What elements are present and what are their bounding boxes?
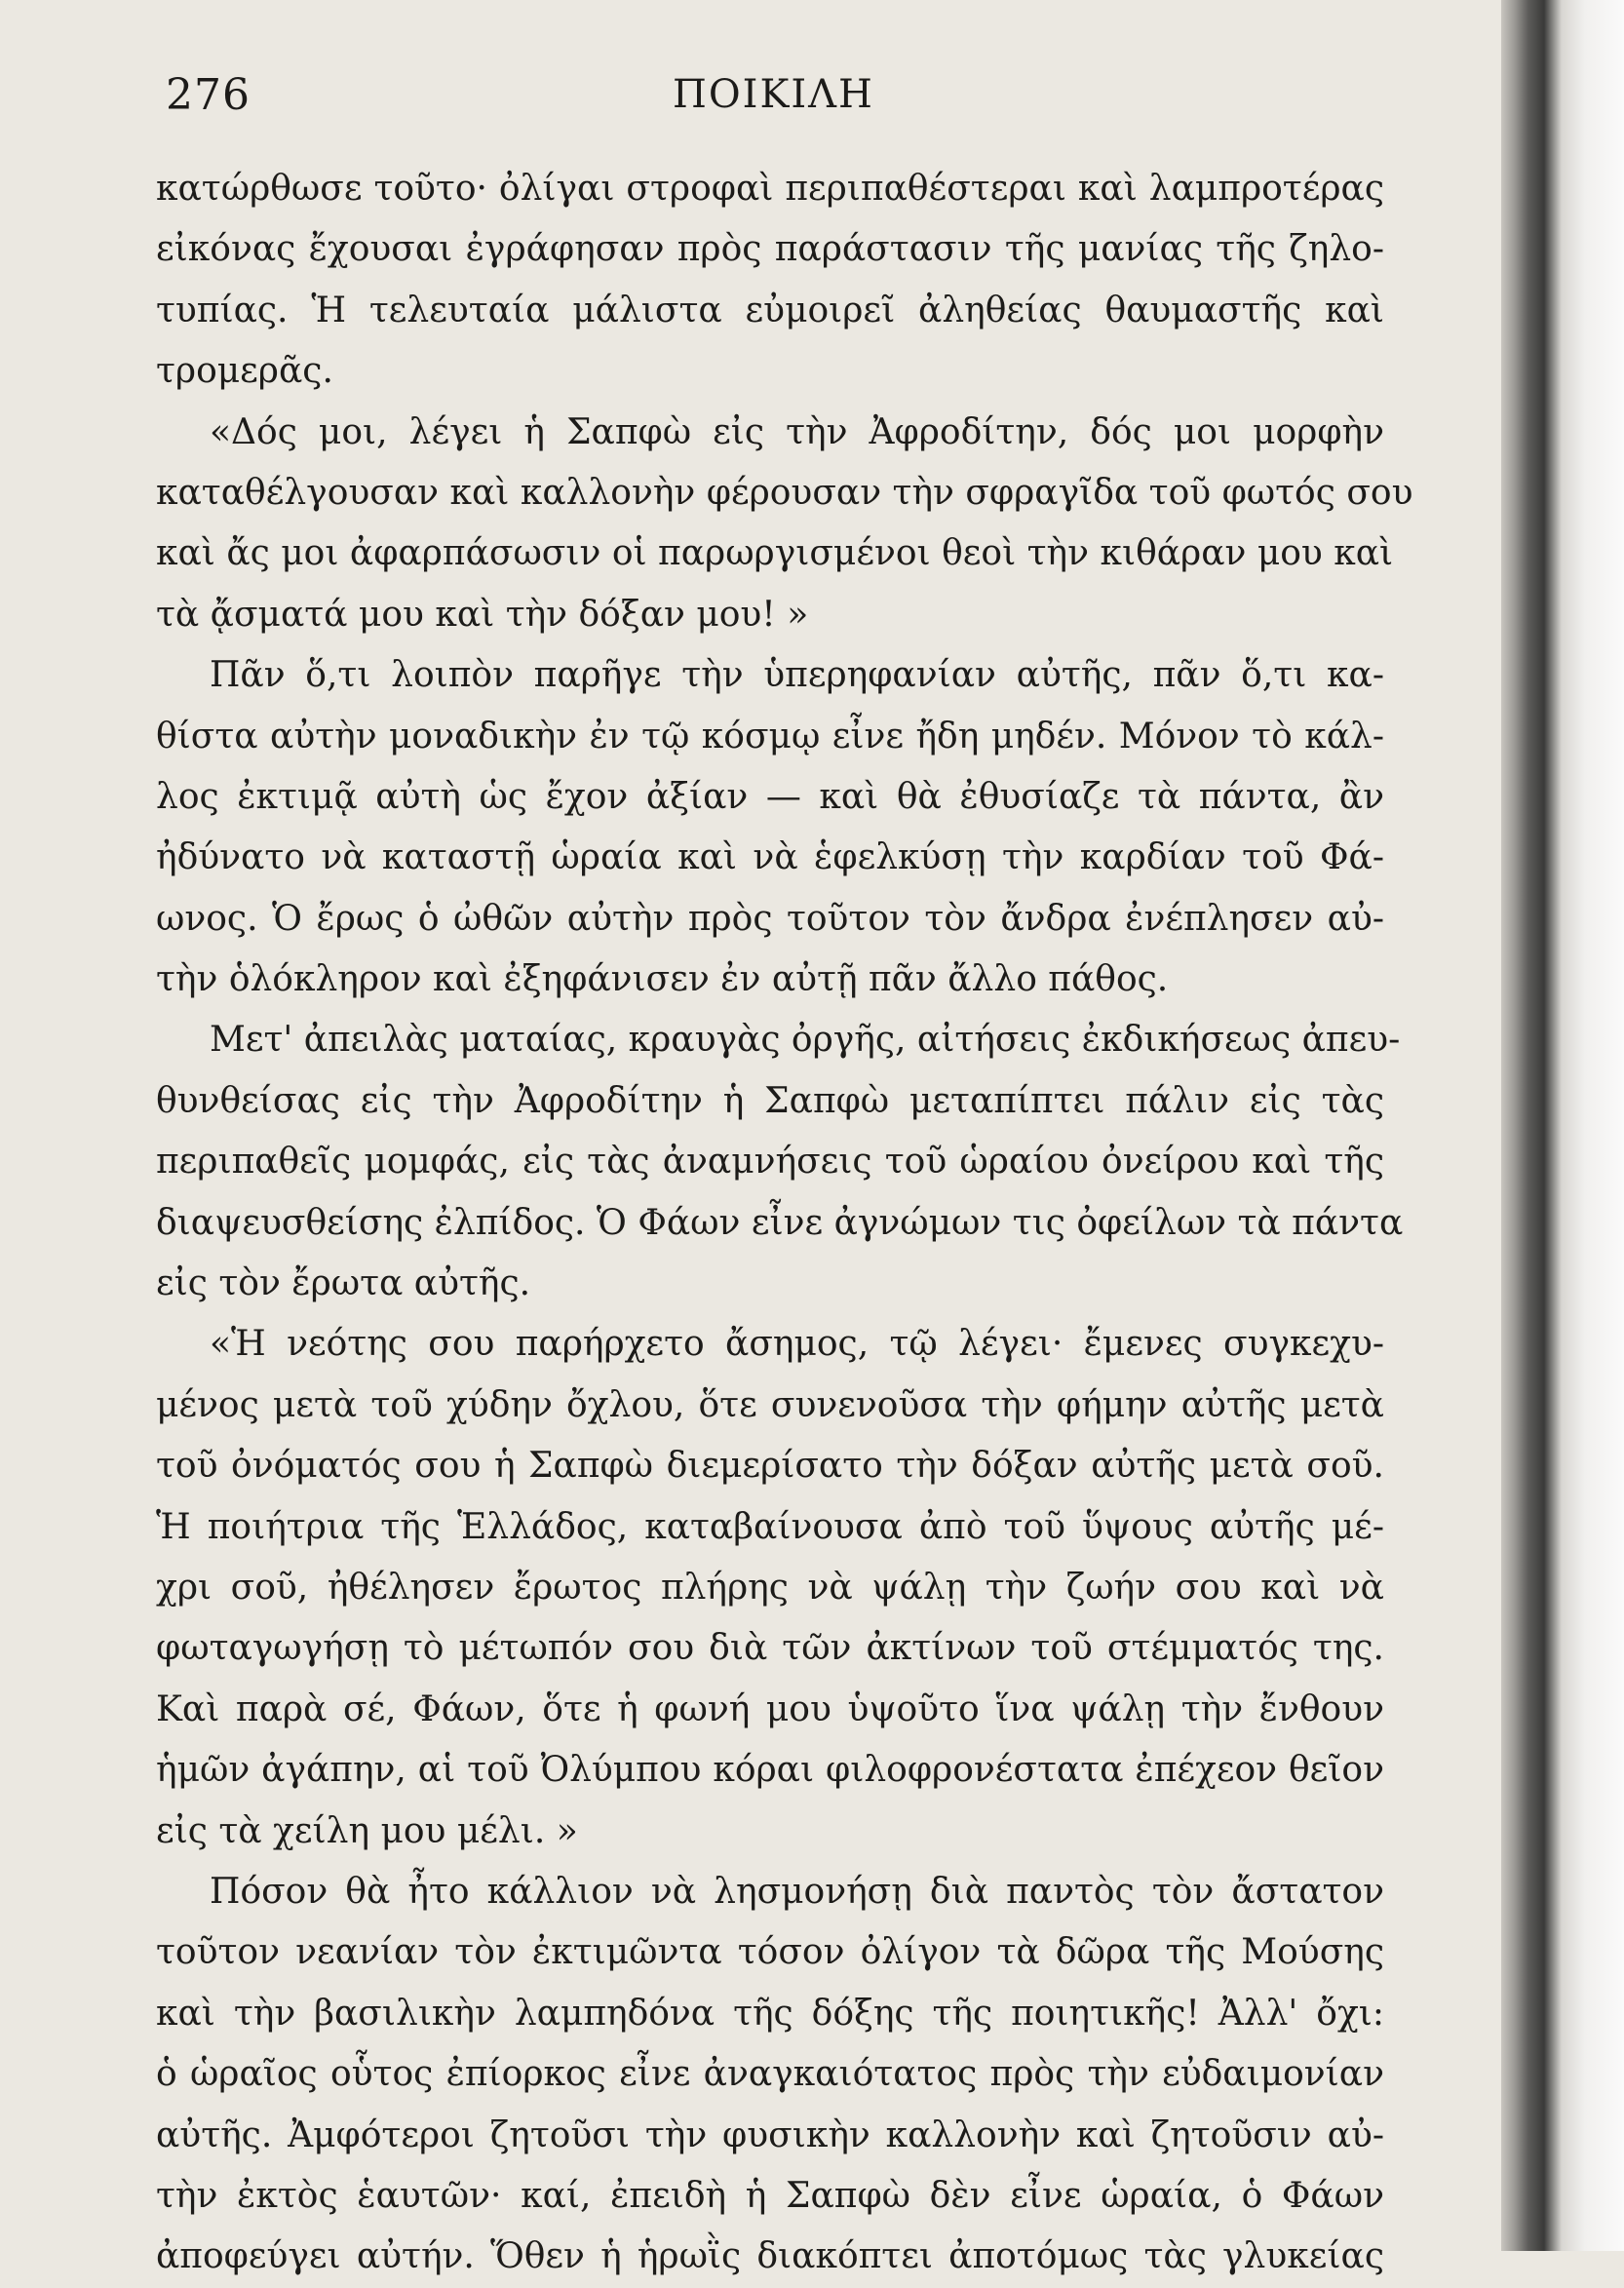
text-line: εἰκόνας ἔχουσαι ἐγράφησαν πρὸς παράστασιν τῆς μανίας τῆς ζηλο-	[156, 229, 1384, 270]
text-line: λος ἐκτιμᾷ αὐτὴ ὡς ἔχον ἀξίαν — καὶ θὰ ἐθυσίαζε τὰ πάντα, ἂν	[156, 776, 1384, 817]
text-line: τὴν ἐκτὸς ἑαυτῶν· καί, ἐπειδὴ ἡ Σαπφὼ δὲν εἶνε ὡραία, ὁ Φάων	[156, 2175, 1384, 2216]
page-number: 276	[166, 70, 251, 120]
text-line: Πόσον θὰ ἦτο κάλλιον νὰ λησμονήσῃ διὰ παντὸς τὸν ἄστατον	[210, 1871, 1384, 1912]
text-line: τρομερᾶς.	[156, 351, 333, 392]
text-line: μένος μετὰ τοῦ χύδην ὄχλου, ὅτε συνενοῦσα τὴν φήμην αὐτῆς μετὰ	[156, 1384, 1384, 1425]
body-text	[156, 159, 1413, 2288]
text-line: καὶ ἄς μοι ἀφαρπάσωσιν οἱ παρωργισμένοι θεοὶ τὴν κιθάραν μου καὶ	[156, 533, 1394, 574]
text-line: εἰς τὸν ἔρωτα αὐτῆς.	[156, 1263, 531, 1304]
book-binding-edge	[1501, 0, 1624, 2251]
text-line: περιπαθεῖς μομφάς, εἰς τὰς ἀναμνήσεις τοῦ ὡραίου ὀνείρου καὶ τῆς	[156, 1142, 1384, 1183]
text-line: τυπίας. Ἡ τελευταία μάλιστα εὐμοιρεῖ ἀληθείας θαυμαστῆς καὶ	[156, 290, 1384, 330]
text-line: διαψευσθείσης ἐλπίδος. Ὁ Φάων εἶνε ἀγνώμων τις ὀφείλων τὰ πάντα	[156, 1202, 1404, 1243]
text-line: θίστα αὐτὴν μοναδικὴν ἐν τῷ κόσμῳ εἶνε ἤδη μηδέν. Μόνον τὸ κάλ-	[156, 716, 1384, 756]
text-line: τοῦτον νεανίαν τὸν ἐκτιμῶντα τόσον ὀλίγον τὰ δῶρα τῆς Μούσης	[156, 1932, 1384, 1973]
text-line: ἠδύνατο νὰ καταστῇ ὡραία καὶ νὰ ἑφελκύσῃ τὴν καρδίαν τοῦ Φά-	[156, 837, 1384, 878]
text-line: αὐτῆς. Ἀμφότεροι ζητοῦσι τὴν φυσικὴν καλλονὴν καὶ ζητοῦσιν αὐ-	[156, 2114, 1384, 2155]
text-line: Μετ' ἀπειλὰς ματαίας, κραυγὰς ὀργῆς, αἰτήσεις ἐκδικήσεως ἀπευ-	[210, 1020, 1401, 1061]
text-line: καταθέλγουσαν καὶ καλλονὴν φέρουσαν τὴν σφραγῖδα τοῦ φωτός σου	[156, 472, 1413, 513]
text-line: Πᾶν ὅ,τι λοιπὸν παρῆγε τὴν ὑπερηφανίαν αὐτῆς, πᾶν ὅ,τι κα-	[210, 655, 1384, 696]
text-line: καὶ τὴν βασιλικὴν λαμπηδόνα τῆς δόξης τῆς ποιητικῆς! Ἀλλ' ὄχι:	[156, 1993, 1384, 2034]
text-line: θυνθείσας εἰς τὴν Ἀφροδίτην ἡ Σαπφὼ μεταπίπτει πάλιν εἰς τὰς	[156, 1080, 1384, 1121]
text-line: εἰς τὰ χείλη μου μέλι. »	[156, 1810, 578, 1851]
text-line: χρι σοῦ, ἠθέλησεν ἔρωτος πλήρης νὰ ψάλῃ τὴν ζωήν σου καὶ νὰ	[156, 1567, 1384, 1608]
text-line: τὴν ὁλόκληρον καὶ ἐξηφάνισεν ἐν αὐτῇ πᾶν ἄλλο πάθος.	[156, 959, 1169, 1000]
text-line: ωνος. Ὁ ἔρως ὁ ὠθῶν αὐτὴν πρὸς τοῦτον τὸν ἄνδρα ἐνέπλησεν αὐ-	[156, 898, 1384, 939]
text-line: «Ἡ νεότης σου παρήρχετο ἄσημος, τῷ λέγει· ἔμενες συγκεχυ-	[210, 1324, 1384, 1365]
text-line: τὰ ᾄσματά μου καὶ τὴν δόξαν μου! »	[156, 594, 809, 635]
text-line: ἡμῶν ἀγάπην, αἱ τοῦ Ὀλύμπου κόραι φιλοφρονέστατα ἐπέχεον θεῖον	[156, 1750, 1384, 1791]
text-line: ἀποφεύγει αὐτήν. Ὅθεν ἡ ἡρωῒς διακόπτει ἀποτόμως τὰς γλυκείας	[156, 2236, 1384, 2277]
text-line: Ἡ ποιήτρια τῆς Ἑλλάδος, καταβαίνουσα ἀπὸ τοῦ ὕψους αὐτῆς μέ-	[156, 1506, 1384, 1547]
text-line: τοῦ ὀνόματός σου ἡ Σαπφὼ διεμερίσατο τὴν δόξαν αὐτῆς μετὰ σοῦ.	[156, 1446, 1384, 1487]
text-line: Καὶ παρὰ σέ, Φάων, ὅτε ἡ φωνή μου ὑψοῦτο ἵνα ψάλῃ τὴν ἔνθουν	[156, 1688, 1384, 1729]
text-line: ὁ ὡραῖος οὗτος ἐπίορκος εἶνε ἀναγκαιότατος πρὸς τὴν εὐδαιμονίαν	[156, 2054, 1384, 2095]
text-line: κατώρθωσε τοῦτο· ὀλίγαι στροφαὶ περιπαθέστεραι καὶ λαμπροτέρας	[156, 169, 1384, 209]
page-header	[166, 70, 1384, 138]
running-title: ΠΟΙΚΙΛΗ	[673, 72, 874, 117]
text-line: «Δός μοι, λέγει ἡ Σαπφὼ εἰς τὴν Ἀφροδίτην, δός μοι μορφὴν	[210, 411, 1384, 452]
text-line: φωταγωγήσῃ τὸ μέτωπόν σου διὰ τῶν ἀκτίνων τοῦ στέμματός της.	[156, 1628, 1384, 1669]
